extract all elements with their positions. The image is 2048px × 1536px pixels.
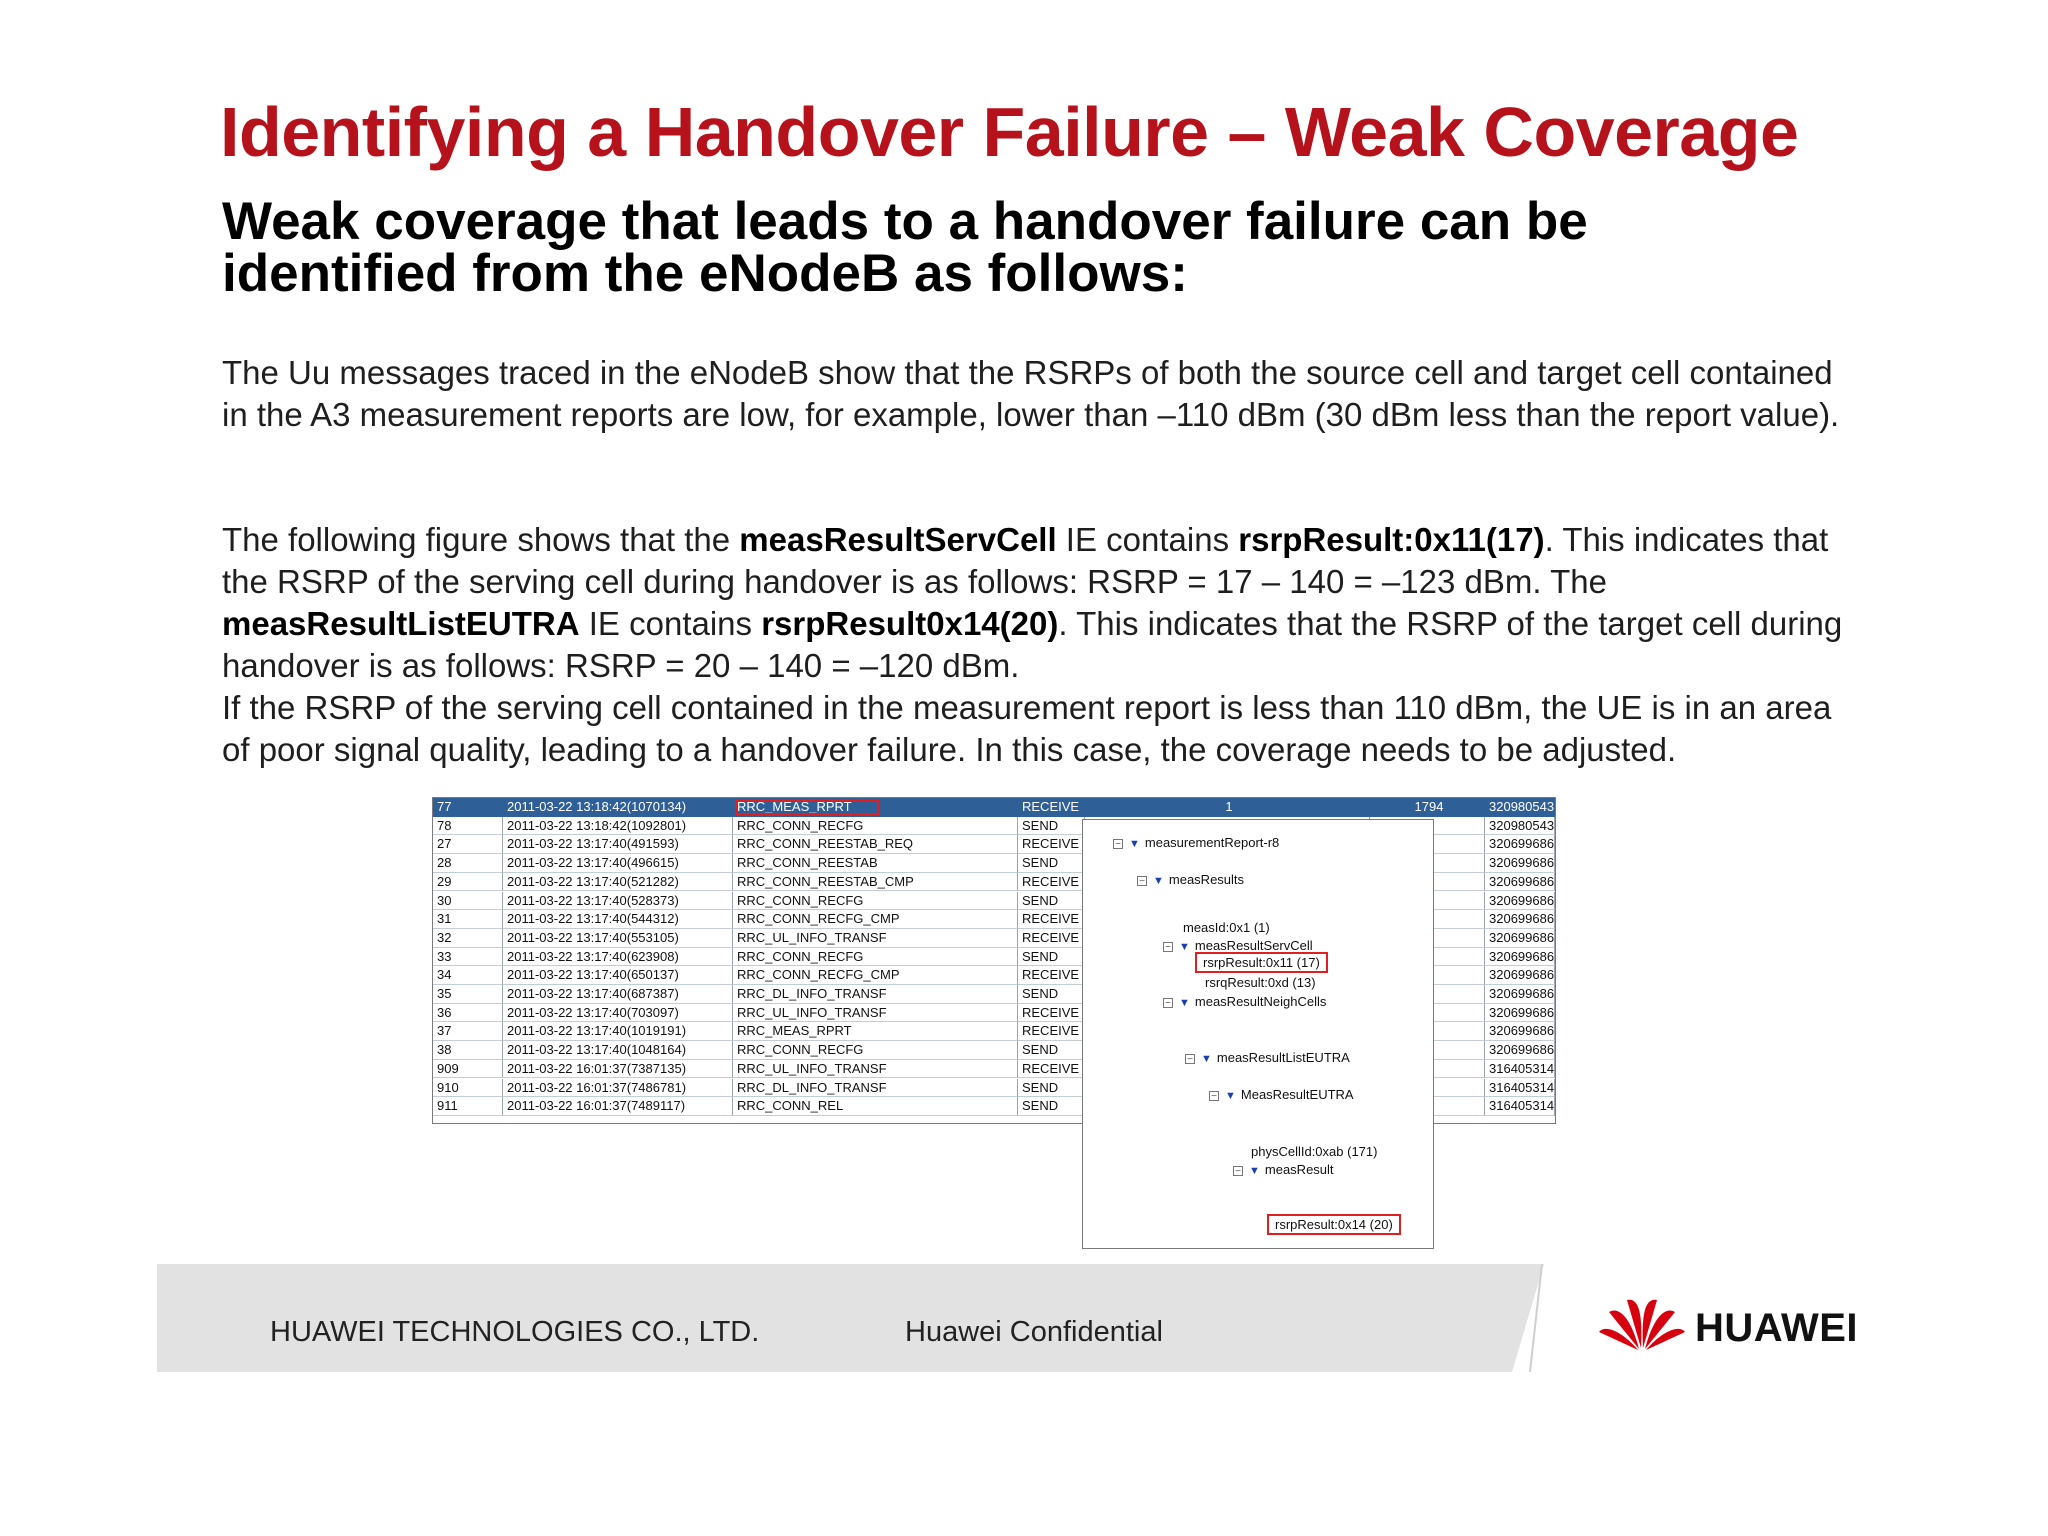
cell-dir: SEND [1018,817,1085,836]
cell-time: 2011-03-22 13:17:40(544312) [503,910,733,929]
cell-dir: SEND [1018,892,1085,911]
cell-time: 2011-03-22 13:18:42(1070134) [503,798,733,817]
decode-tree-panel [1082,819,1434,1249]
cell-id: 320699686 [1485,948,1555,967]
cell-time: 2011-03-22 13:17:40(1048164) [503,1041,733,1060]
tree-node[interactable]: − ▼ MeasResultEUTRA [1209,1087,1354,1104]
cell-no: 909 [433,1060,503,1079]
cell-cell: 1 [1085,798,1370,817]
cell-no: 36 [433,1004,503,1023]
cell-msg: RRC_DL_INFO_TRANSF [733,1079,1018,1098]
tree-node[interactable]: − ▼ measResultNeighCells [1163,994,1326,1011]
cell-time: 2011-03-22 16:01:37(7387135) [503,1060,733,1079]
cell-msg: RRC_CONN_RECFG [733,817,1018,836]
cell-dir: RECEIVE [1018,1004,1085,1023]
expand-arrow-icon: ▼ [1225,1090,1236,1102]
collapse-icon[interactable]: − [1185,1054,1195,1064]
text-segment: . This indicates that the RSRP of the target cell during handover is as follows: RSRP = 20 – 140 = –120 dBm. [222,605,1843,684]
cell-time: 2011-03-22 13:17:40(491593) [503,835,733,854]
collapse-icon[interactable]: − [1163,942,1173,952]
cell-msg: RRC_CONN_REESTAB [733,854,1018,873]
expand-arrow-icon: ▼ [1179,997,1190,1009]
cell-dir: RECEIVE [1018,835,1085,854]
cell-dir: RECEIVE [1018,873,1085,892]
cell-time: 2011-03-22 13:17:40(623908) [503,948,733,967]
expand-arrow-icon: ▼ [1153,875,1164,887]
cell-id: 320699686 [1485,854,1555,873]
cell-msg: RRC_CONN_RECFG_CMP [733,966,1018,985]
cell-time: 2011-03-22 13:17:40(528373) [503,892,733,911]
cell-id: 320699686 [1485,873,1555,892]
tree-leaf: physCellId:0xab (171) [1251,1144,1378,1159]
slide-title: Identifying a Handover Failure – Weak Coverage [220,93,1799,171]
text-segment: IE contains [579,605,762,642]
cell-dir: SEND [1018,1041,1085,1060]
rsrp-serving-value: rsrpResult:0x11(17) [1238,521,1545,558]
cell-no: 28 [433,854,503,873]
cell-msg: RRC_CONN_REESTAB_CMP [733,873,1018,892]
collapse-icon[interactable]: − [1233,1166,1243,1176]
cell-id: 320699686 [1485,835,1555,854]
cell-id: 320699686 [1485,929,1555,948]
text-segment: . This indicates that the RSRP of the serving cell during handover is as follows: RSRP = 17 – 140 = –123 dBm. The [222,521,1829,600]
footer-bar [157,1264,1895,1372]
cell-no: 35 [433,985,503,1004]
cell-dir: SEND [1018,1079,1085,1098]
cell-id: 320699686 [1485,1022,1555,1041]
cell-msg: RRC_CONN_RECFG [733,1041,1018,1060]
cell-time: 2011-03-22 13:17:40(1019191) [503,1022,733,1041]
cell-no: 29 [433,873,503,892]
cell-id: 320699686 [1485,966,1555,985]
cell-time: 2011-03-22 13:17:40(687387) [503,985,733,1004]
tree-leaf-highlighted: rsrpResult:0x14 (20) [1267,1217,1401,1233]
cell-msg: RRC_CONN_REL [733,1097,1018,1116]
highlight-box [735,799,879,815]
cell-msg: RRC_CONN_RECFG [733,892,1018,911]
intro-paragraph: The Uu messages traced in the eNodeB show that the RSRPs of both the source cell and target cell contained in the A3 measurement reports are low, for example, lower than –110 dBm (30 dBm less than the report value). [222,354,1840,433]
text-segment: IE contains [1056,521,1239,558]
cell-dir: SEND [1018,948,1085,967]
cell-dir: SEND [1018,1097,1085,1116]
text-segment: The following figure shows that the [222,521,740,558]
cell-msg: RRC_UL_INFO_TRANSF [733,1004,1018,1023]
expand-arrow-icon: ▼ [1129,838,1140,850]
cell-msg: RRC_CONN_REESTAB_REQ [733,835,1018,854]
collapse-icon[interactable]: − [1137,876,1147,886]
cell-dir: RECEIVE [1018,966,1085,985]
cell-no: 27 [433,835,503,854]
cell-id: 320980543 [1485,798,1555,817]
cell-id: 316405314 [1485,1079,1555,1098]
cell-len: 1794 [1370,798,1485,817]
cell-id: 316405314 [1485,1060,1555,1079]
tree-leaf-highlighted: rsrpResult:0x11 (17) [1195,955,1328,971]
cell-time: 2011-03-22 13:17:40(553105) [503,929,733,948]
footer-company: HUAWEI TECHNOLOGIES CO., LTD. [270,1316,760,1348]
cell-no: 34 [433,966,503,985]
cell-dir: RECEIVE [1018,798,1085,817]
cell-dir: RECEIVE [1018,1022,1085,1041]
cell-id: 320699686 [1485,910,1555,929]
slide-subtitle: Weak coverage that leads to a handover failure can be identified from the eNodeB as follows: [222,192,1588,303]
huawei-flower-icon [1597,1292,1687,1352]
cell-no: 33 [433,948,503,967]
tree-node[interactable]: − ▼ measResultListEUTRA [1185,1050,1350,1067]
cell-dir: RECEIVE [1018,910,1085,929]
cell-msg: RRC_DL_INFO_TRANSF [733,985,1018,1004]
cell-msg: RRC_UL_INFO_TRANSF [733,1060,1018,1079]
cell-id: 320699686 [1485,985,1555,1004]
cell-msg: RRC_MEAS_RPRT [733,1022,1018,1041]
conclusion-text: If the RSRP of the serving cell contained in the measurement report is less than 110 dBm, the UE is in an area of poor signal quality, leading to a handover failure. In this case, the coverage needs to be adjusted. [222,689,1832,768]
cell-id: 320699686 [1485,1004,1555,1023]
tree-node[interactable]: − ▼ measurementReport-r8 [1113,835,1279,852]
expand-arrow-icon: ▼ [1179,941,1190,953]
cell-no: 30 [433,892,503,911]
huawei-wordmark: HUAWEI [1695,1306,1858,1350]
cell-msg: RRC_MEAS_RPRT [733,798,1018,817]
cell-time: 2011-03-22 13:17:40(521282) [503,873,733,892]
cell-no: 911 [433,1097,503,1116]
cell-time: 2011-03-22 13:17:40(703097) [503,1004,733,1023]
tree-node[interactable]: − ▼ measResultServCell [1163,938,1313,955]
cell-no: 38 [433,1041,503,1060]
table-row[interactable] [433,798,1555,817]
tree-node[interactable]: − ▼ measResult [1233,1162,1334,1179]
cell-time: 2011-03-22 13:17:40(496615) [503,854,733,873]
explanation-paragraph [222,519,1862,771]
collapse-icon[interactable]: − [1163,998,1173,1008]
cell-id: 320699686 [1485,892,1555,911]
cell-no: 78 [433,817,503,836]
cell-dir: RECEIVE [1018,929,1085,948]
cell-time: 2011-03-22 13:18:42(1092801) [503,817,733,836]
cell-dir: SEND [1018,854,1085,873]
cell-no: 31 [433,910,503,929]
cell-id: 320980543 [1485,817,1555,836]
footer-confidential: Huawei Confidential [905,1316,1163,1348]
tree-leaf: measId:0x1 (1) [1183,920,1270,935]
cell-no: 910 [433,1079,503,1098]
cell-time: 2011-03-22 16:01:37(7489117) [503,1097,733,1116]
cell-id: 320699686 [1485,1041,1555,1060]
cell-no: 37 [433,1022,503,1041]
cell-msg: RRC_CONN_RECFG_CMP [733,910,1018,929]
expand-arrow-icon: ▼ [1249,1165,1260,1177]
cell-msg: RRC_CONN_RECFG [733,948,1018,967]
cell-time: 2011-03-22 16:01:37(7486781) [503,1079,733,1098]
collapse-icon[interactable]: − [1209,1091,1219,1101]
cell-dir: SEND [1018,985,1085,1004]
tree-leaf: rsrqResult:0xd (13) [1205,975,1316,990]
ie-list-eutra: measResultListEUTRA [222,605,580,642]
ie-serv-cell: measResultServCell [739,521,1057,558]
collapse-icon[interactable]: − [1113,839,1123,849]
huawei-logo [1597,1292,1877,1352]
cell-msg: RRC_UL_INFO_TRANSF [733,929,1018,948]
cell-time: 2011-03-22 13:17:40(650137) [503,966,733,985]
cell-no: 32 [433,929,503,948]
tree-node[interactable]: − ▼ measResults [1137,872,1244,889]
cell-no: 77 [433,798,503,817]
rsrp-target-value: rsrpResult0x14(20) [761,605,1059,642]
cell-dir: RECEIVE [1018,1060,1085,1079]
cell-id: 316405314 [1485,1097,1555,1116]
expand-arrow-icon: ▼ [1201,1053,1212,1065]
